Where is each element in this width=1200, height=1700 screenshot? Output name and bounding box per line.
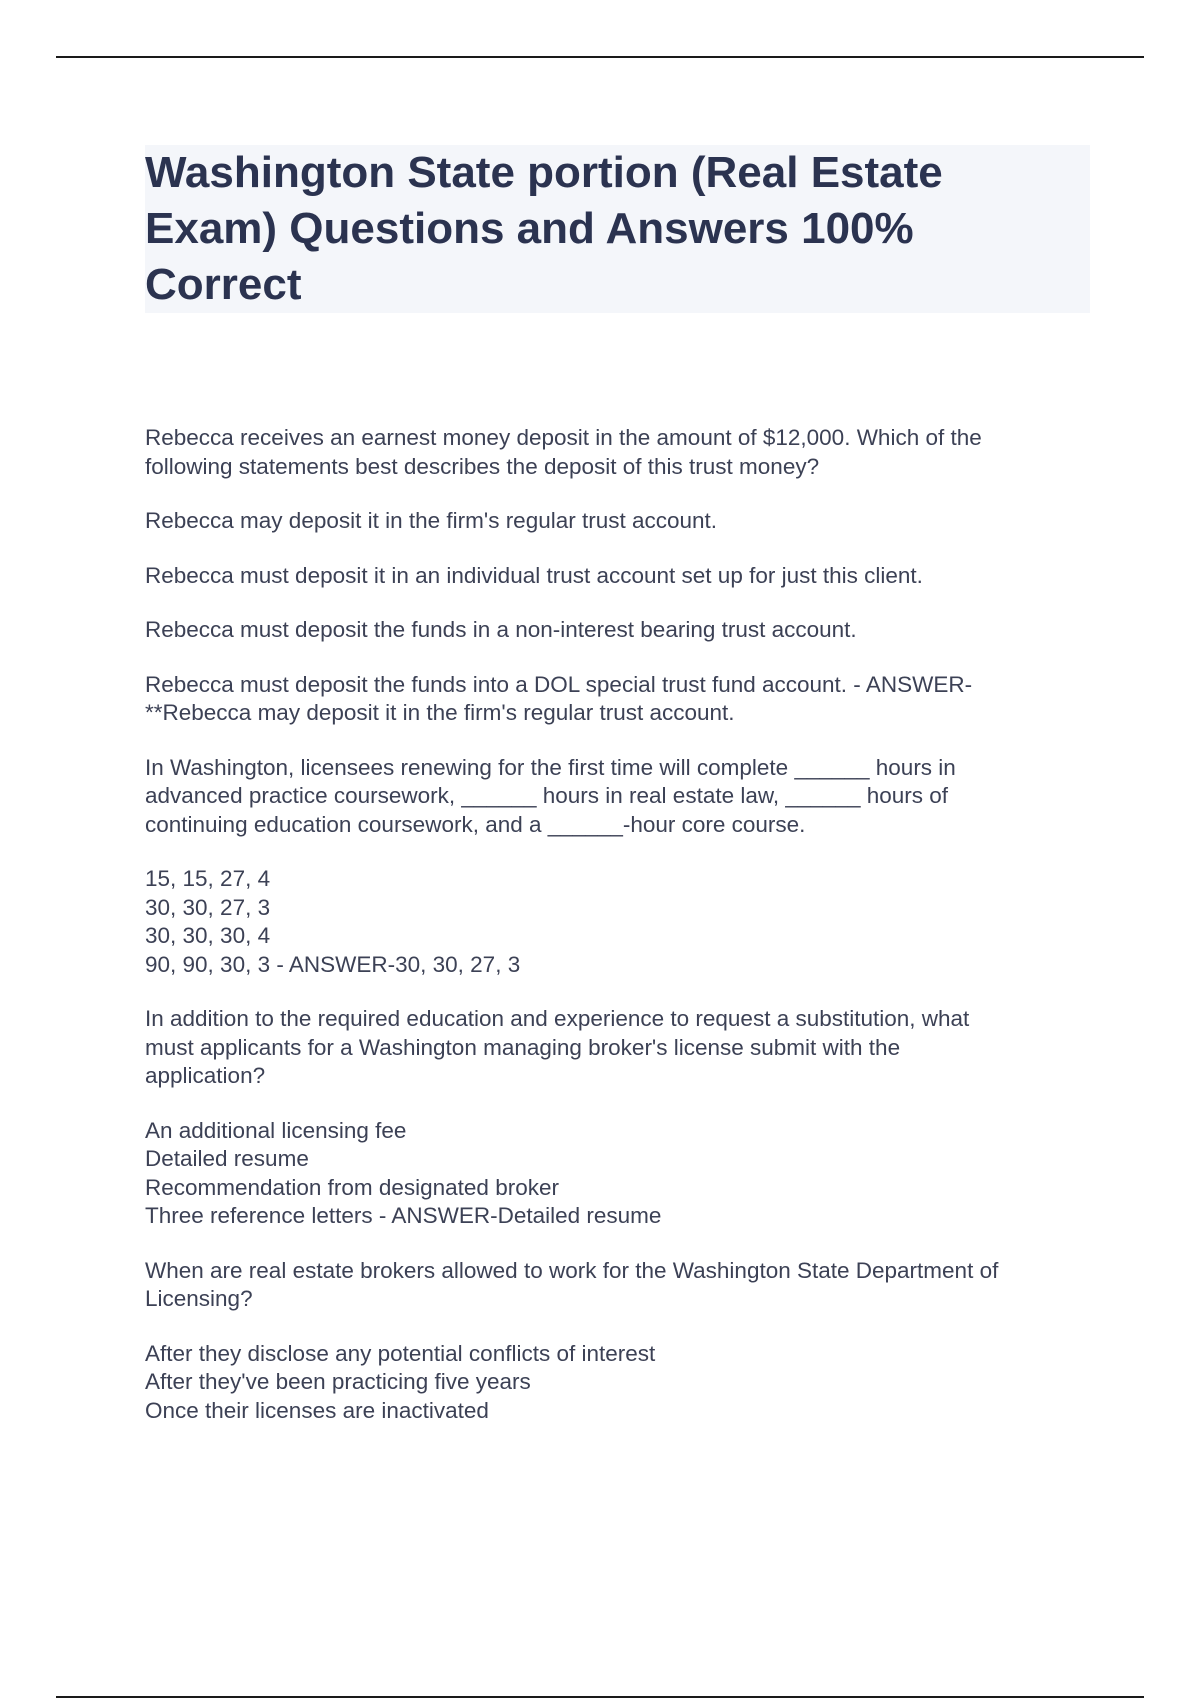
text-line: 30, 30, 27, 3 xyxy=(145,894,271,920)
options-answer-paragraph xyxy=(145,865,1090,979)
text-line: continuing education coursework, and a ______-hour core course. xyxy=(145,811,806,837)
text-line: When are real estate brokers allowed to work for the Washington State Department of xyxy=(145,1257,999,1283)
document-body xyxy=(145,424,1090,1451)
question-paragraph xyxy=(145,424,1090,481)
text-line: following statements best describes the deposit of this trust money? xyxy=(145,453,820,479)
text-line: Rebecca must deposit the funds in a non-interest bearing trust account. xyxy=(145,617,857,642)
text-line: In Washington, licensees renewing for the first time will complete ______ hours in xyxy=(145,754,956,780)
text-line: An additional licensing fee xyxy=(145,1117,407,1143)
options-paragraph xyxy=(145,1340,1090,1426)
option-paragraph xyxy=(145,507,1090,536)
question-paragraph xyxy=(145,1005,1090,1091)
text-line: Once their licenses are inactivated xyxy=(145,1397,489,1423)
document-title xyxy=(145,145,1090,313)
text-line: 15, 15, 27, 4 xyxy=(145,866,271,891)
text-line: In addition to the required education and experience to request a substitution, what xyxy=(145,1006,970,1031)
title-line: Washington State portion (Real Estate xyxy=(145,148,943,197)
text-line: Licensing? xyxy=(145,1286,253,1311)
text-line: Rebecca may deposit it in the firm's regular trust account. xyxy=(145,508,718,533)
option-paragraph xyxy=(145,562,1090,591)
text-line: 30, 30, 30, 4 xyxy=(145,923,271,948)
title-block xyxy=(145,145,1090,313)
answer-paragraph xyxy=(145,671,1090,728)
text-line: Rebecca must deposit it in an individual trust account set up for just this client. xyxy=(145,562,923,588)
text-line: advanced practice coursework, ______ hours in real estate law, ______ hours of xyxy=(145,783,949,808)
text-line: **Rebecca may deposit it in the firm's regular trust account. xyxy=(145,700,735,725)
option-paragraph xyxy=(145,616,1090,645)
options-answer-paragraph xyxy=(145,1117,1090,1231)
text-line: application? xyxy=(145,1063,266,1088)
title-line: Exam) Questions and Answers 100% xyxy=(145,204,914,253)
text-line: Rebecca must deposit the funds into a DOL special trust fund account. - ANSWER- xyxy=(145,671,973,697)
text-line: After they've been practicing five years xyxy=(145,1369,531,1394)
text-line: Recommendation from designated broker xyxy=(145,1174,559,1200)
question-paragraph xyxy=(145,1257,1090,1314)
text-line: Detailed resume xyxy=(145,1146,309,1171)
text-line: 90, 90, 30, 3 - ANSWER-30, 30, 27, 3 xyxy=(145,951,521,977)
text-line: Rebecca receives an earnest money deposit in the amount of $12,000. Which of the xyxy=(145,425,982,450)
title-line: Correct xyxy=(145,260,302,309)
bottom-rule xyxy=(56,1696,1144,1698)
question-paragraph xyxy=(145,754,1090,840)
top-rule xyxy=(56,56,1144,58)
text-line: must applicants for a Washington managing broker's license submit with the xyxy=(145,1034,901,1060)
text-line: Three reference letters - ANSWER-Detailed resume xyxy=(145,1203,662,1228)
text-line: After they disclose any potential conflicts of interest xyxy=(145,1340,656,1366)
